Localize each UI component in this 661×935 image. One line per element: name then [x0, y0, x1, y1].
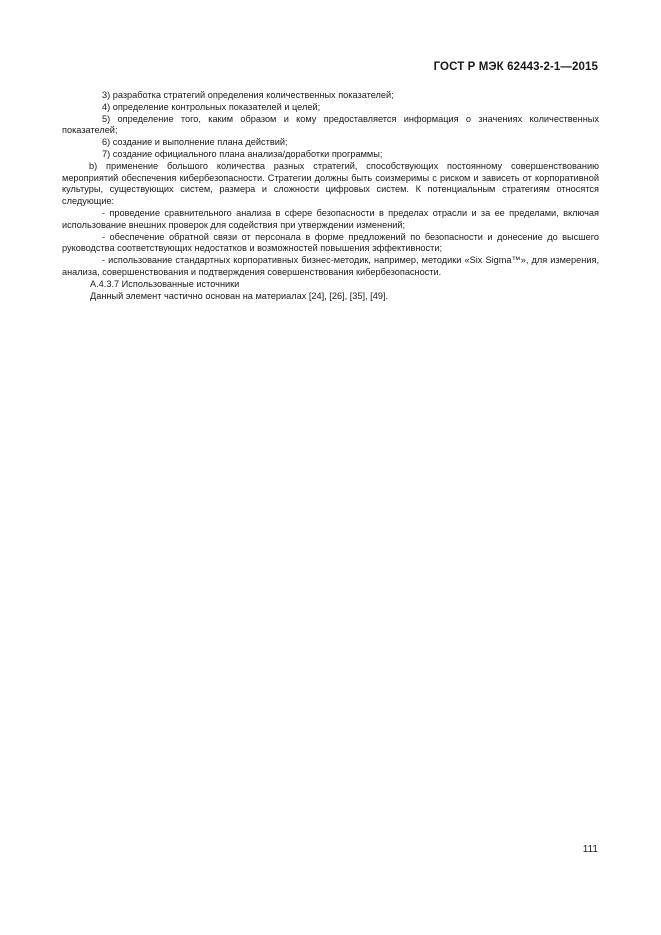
- document-header: ГОСТ Р МЭК 62443-2-1—2015: [433, 61, 598, 73]
- list-item-6: 6) создание и выполнение плана действий;: [102, 137, 288, 148]
- list-item-7: 7) создание официального плана анализа/доработки программы;: [102, 148, 383, 159]
- document-body: [62, 90, 599, 302]
- dash-item-six-sigma: - использование стандартных корпоративных бизнес-методик, например, методики «Six Sigma™», для измерения, анализа, совершенствования и подтверждения совершенствования кибербезопасности.: [62, 255, 599, 277]
- dash-item-feedback: - обеспечение обратной связи от персонала в форме предложений по безопасности и донесение до высшего руководства соответствующих недостатков и возможностей повышения эффективности;: [62, 231, 599, 254]
- list-item-5: 5) определение того, каким образом и кому предоставляется информация о значениях количественных показателей;: [62, 113, 599, 136]
- list-item-3: 3) разработка стратегий определения количественных показателей;: [102, 90, 394, 100]
- dash-item-benchmarking: - проведение сравнительного анализа в сфере безопасности в пределах отрасли и за ее пределами, включая использование внешних проверок для содействия при утверждении изменений;: [62, 207, 599, 230]
- list-item-b: b) применение большого количества разных стратегий, способствующих постоянному совершенствованию мероприятий обеспечения кибербезопасности. Стратегии должны быть соизмеримы с риском и зависеть от корпоративной культуры, существующих систем, размера и сложности цифровых систем. К потенциальным стратегиям относятся следующие:: [62, 160, 599, 207]
- section-heading: А.4.3.7 Использованные источники: [90, 278, 240, 289]
- sources-paragraph: Данный элемент частично основан на материалах [24], [26], [35], [49].: [90, 290, 389, 301]
- page-number: 111: [582, 844, 598, 855]
- list-item-4: 4) определение контрольных показателей и целей;: [102, 101, 321, 112]
